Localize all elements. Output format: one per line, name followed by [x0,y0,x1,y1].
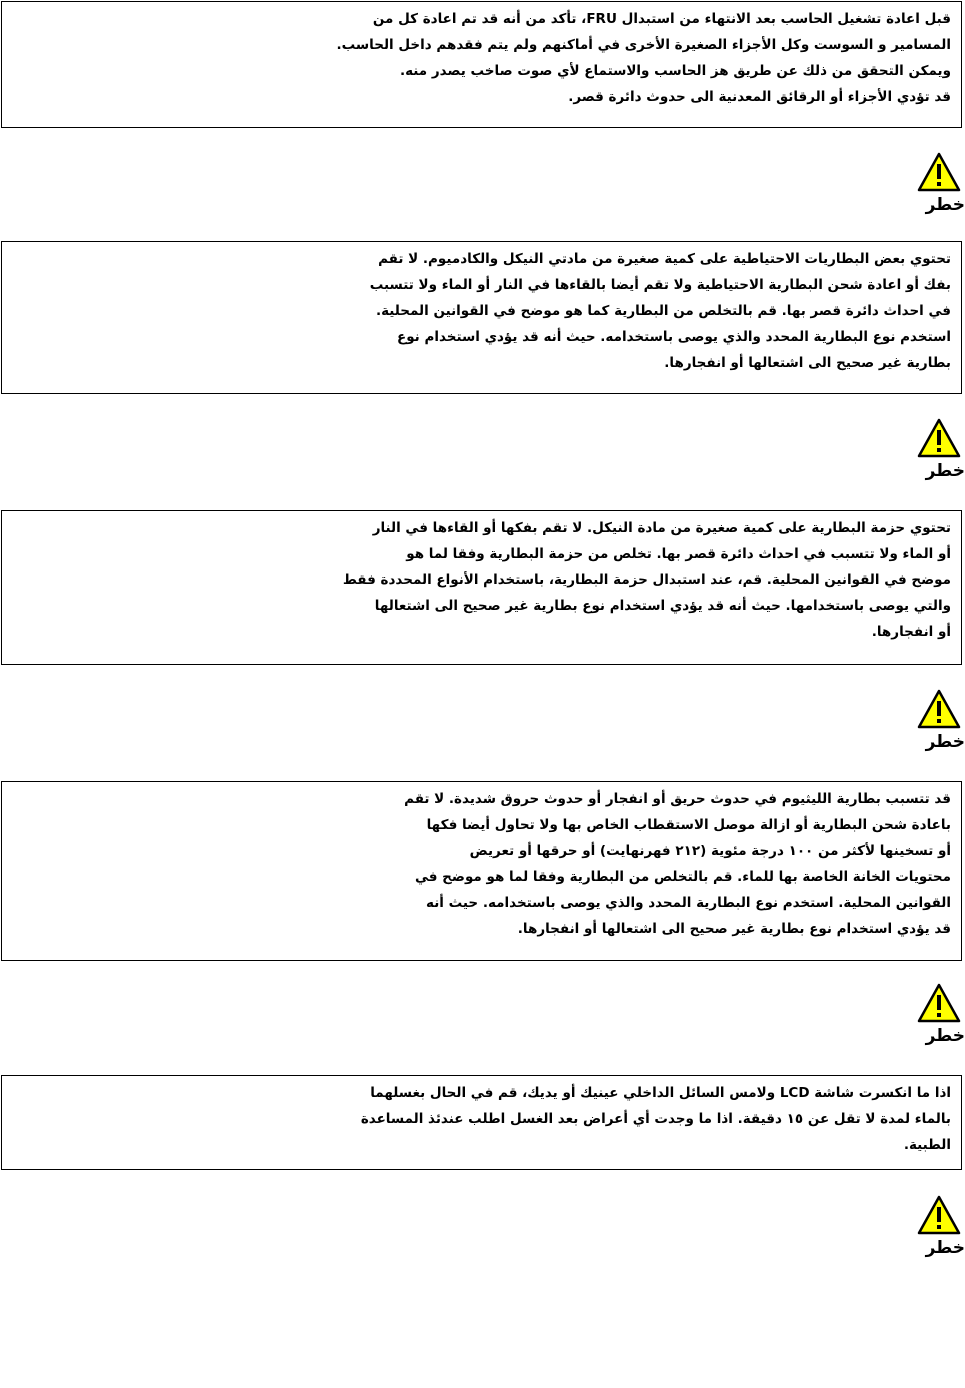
notice-4-line-5: القوانين المحلية. استخدم نوع البطارية المحدد والذي يوصى باستخدامه. حيث أنه [426,895,951,911]
notice-4-line-4: محتويات الخانة الخاصة بها للماء. قم بالتخلص من البطارية وفقا لما هو موضح في [414,869,951,885]
notice-2-line-1: تحتوي بعض البطاريات الاحتياطية على كمية صغيرة من مادتي النيكل والكادميوم. لا تقم [378,251,951,267]
notice-3-line-2: أو الماء ولا تتسبب في احداث دائرة قصر بها. تخلص من حزمة البطارية وفقا لما هو [406,546,951,562]
notice-4-line-1: قد تتسبب بطارية الليثيوم في حدوث حريق أو انفجار أو حدوث حروق شديدة. لا تقم [404,791,951,807]
notice-box-2 [1,241,962,394]
danger-label: خطر [925,1026,965,1046]
warning-triangle-icon [917,983,961,1023]
danger-marker-1 [915,152,965,224]
notice-1-line-1: قبل اعادة تشغيل الحاسب بعد الانتهاء من استبدال FRU، تأكد من أنه قد تم اعادة كل من [372,11,951,27]
notice-4-line-3: أو تسخينها لأكثر من ١٠٠ درجة مئوية (٢١٢ فهرنهايت) أو حرقها أو تعريض [469,843,951,859]
notice-1-line-2: المسامير و السوست وكل الأجزاء الصغيرة الأخرى في أماكنهم ولم يتم فقدهم داخل الحاسب. [336,37,951,53]
notice-box-4 [1,781,962,961]
danger-marker-4 [915,983,965,1055]
notice-5-line-2: بالماء لمدة لا تقل عن ١٥ دقيقة. اذا ما وجدت أي أعراض بعد الغسل اطلب عندئذ المساعدة [360,1111,951,1127]
notice-1-line-3: ويمكن التحقق من ذلك عن طريق هز الحاسب والاستماع لأي صوت صاخب يصدر منه. [399,63,951,79]
danger-label: خطر [925,461,965,481]
notice-4-line-2: باعادة شحن البطارية أو ازالة موصل الاستقطاب الخاص بها ولا تحاول أيضا فكها [426,817,951,833]
warning-triangle-icon [917,418,961,458]
notice-5-line-1: اذا ما انكسرت شاشة LCD ولامس السائل الداخلي عينيك أو يديك، قم في الحال بغسلهما [370,1085,951,1101]
danger-marker-5 [915,1195,965,1267]
notice-3-line-4: والتي يوصى باستخدامها. حيث أنه قد يؤدي استخدام نوع بطارية غير صحيح الى اشتعالها [374,598,951,614]
danger-label: خطر [925,195,965,215]
notice-box-3 [1,510,962,665]
notice-4-line-6: قد يؤدي استخدام نوع بطارية غير صحيح الى اشتعالها أو انفجارها. [517,921,951,937]
notice-box-5 [1,1075,962,1170]
notice-5-line-3: الطبية. [903,1137,951,1153]
warning-triangle-icon [917,1195,961,1235]
notice-2-line-4: استخدم نوع البطارية المحدد والذي يوصى باستخدامه. حيث أنه قد يؤدي استخدام نوع [396,329,951,345]
notice-3-line-5: أو انفجارها. [871,624,951,640]
danger-label: خطر [925,732,965,752]
danger-label: خطر [925,1238,965,1258]
danger-marker-3 [915,689,965,761]
danger-marker-2 [915,418,965,490]
warning-triangle-icon [917,689,961,729]
notice-3-line-3: موضح في القوانين المحلية. قم، عند استبدال حزمة البطارية، باستخدام الأنواع المحددة فقط [342,572,951,588]
notice-3-line-1: تحتوي حزمة البطارية على كمية صغيرة من مادة النيكل. لا تقم بفكها أو القاءها في النار [372,520,951,536]
notice-box-1 [1,1,962,128]
notice-2-line-5: بطارية غير صحيح الى اشتعالها أو انفجارها. [664,355,951,371]
warning-triangle-icon [917,152,961,192]
notice-2-line-2: بفك أو اعادة شحن البطارية الاحتياطية ولا تقم أيضا بالقاءها في النار أو الماء ولا تتسبب [369,277,951,293]
notice-1-line-4: قد تؤدي الأجزاء أو الرقائق المعدنية الى حدوث دائرة قصر. [568,89,951,105]
notice-2-line-3: في احداث دائرة قصر بها. قم بالتخلص من البطارية كما هو موضح في القوانين المحلية. [375,303,951,319]
